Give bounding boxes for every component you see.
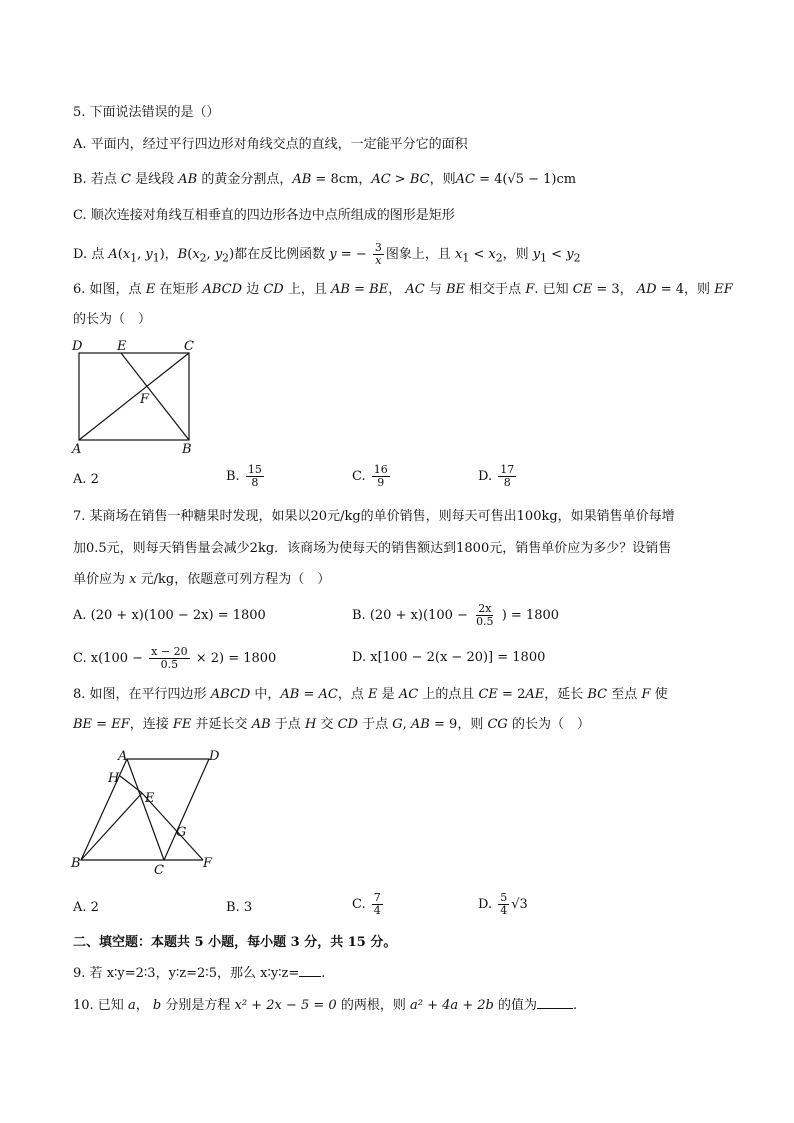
q5-stem: 5. 下面说法错误的是（） [73,105,220,120]
q8-label-c: C [154,863,164,878]
q7-option-c: C. x(100 − $\frac{x - 20}{0.5}$ × 2) = 1800 [73,645,277,671]
q5-option-a: A. 平面内，经过平行四边形对角线交点的直线，一定能平分它的面积 [73,137,468,152]
q8-label-b: B [71,856,81,871]
q6-label-a: A [72,442,82,457]
q6-option-a: A. 2 [73,472,99,487]
q8-line2: BE = EF，连接 FE 并延长交 AB 于点 H 交 CD 于点 G, AB = 9，则 CG 的长为（ ） [73,717,590,732]
q7-line3: 单价应为 x 元/kg，依题意可列方程为（ ） [73,572,331,587]
q6-label-b: B [182,442,192,457]
q6-label-f: F [140,392,150,407]
q5-option-c: C. 顺次连接对角线互相垂直的四边形各边中点所组成的图形是矩形 [73,208,455,223]
q6-option-d: D. $\frac{17}{8}$ [478,463,515,489]
q6-option-b: B. $\frac{15}{8}$ [226,463,262,489]
q8-label-f: F [203,856,213,871]
q8-segment-be [81,793,142,860]
section-2-heading: 二、填空题：本题共 5 小题，每小题 3 分，共 15 分。 [73,935,397,950]
q6-option-c: C. $\frac{16}{9}$ [352,463,388,489]
q8-segment-ac [127,759,164,860]
q8-label-d: D [209,749,220,764]
q7-option-a: A. (20 + x)(100 − 2x) = 1800 [73,608,266,623]
q6-stem-line2: 的长为（ ） [73,312,152,327]
q8-label-h: H [108,771,120,786]
q6-figure-rectangle [66,336,206,460]
q8-label-a: A [118,749,128,764]
q8-option-d: D. $\frac{5}{4}$ √3 [478,891,528,917]
q6-label-d: D [72,339,83,354]
q6-segment-ac [79,353,189,440]
q8-figure-parallelogram [66,746,236,882]
q8-label-e: E [145,791,155,806]
q7-line1: 7. 某商场在销售一种糖果时发现，如果以20元/kg的单价销售，则每天可售出100kg，如果销售单价每增 [73,509,675,524]
q10: 10. 已知 a， b 分别是方程 x² + 2x − 5 = 0 的两根，则 a² + 4a + 2b 的值为 . [73,998,578,1013]
q5-option-b: B. 若点 C 是线段 AB 的黄金分割点，AB = 8cm，AC > BC，则AC = 4(√5 − 1)cm [73,172,577,187]
q6-label-c: C [184,339,194,354]
q7-option-d: D. x[100 − 2(x − 20)] = 1800 [352,650,546,665]
q9-answer-blank[interactable] [299,976,321,977]
q8-label-g: G [176,825,187,840]
q6-label-e: E [117,339,127,354]
q7-line2: 加0.5元，则每天销售量会减少2kg．该商场为使每天的销售额达到1800元，销售单价应为多少？设销售 [73,541,672,556]
q5-option-d: D. 点 $A(x_1$, $y_1$)，$B(x_2$, $y_2$)都在反比例函数 y = − $\frac{3}{x}$ 图象上，且 $x_1 < x_2$，则 $y_1 < y_2$ [73,241,581,267]
q8-option-a: A. 2 [73,900,99,915]
q7-option-b: B. (20 + x)(100 − $\frac{2x}{0.5}$ ) = 1800 [352,602,560,628]
q10-answer-blank[interactable] [537,1008,573,1009]
q9: 9. 若 x∶y=2∶3，y∶z=2∶5，那么 x∶y∶z= . [73,966,326,981]
q8-option-c: C. $\frac{7}{4}$ [352,891,381,917]
q6-segment-be [121,353,189,440]
q8-line1: 8. 如图，在平行四边形 ABCD 中，AB = AC，点 E 是 AC 上的点且 CE = 2AE，延长 BC 至点 F 使 [73,687,668,702]
q8-segment-he [120,776,142,793]
q8-option-b: B. 3 [226,900,253,915]
q6-stem-line1: 6. 如图，点 E 在矩形 ABCD 边 CD 上，且 AB = BE， AC 与 BE 相交于点 F. 已知 CE = 3， AD = 4，则 EF [73,282,733,297]
